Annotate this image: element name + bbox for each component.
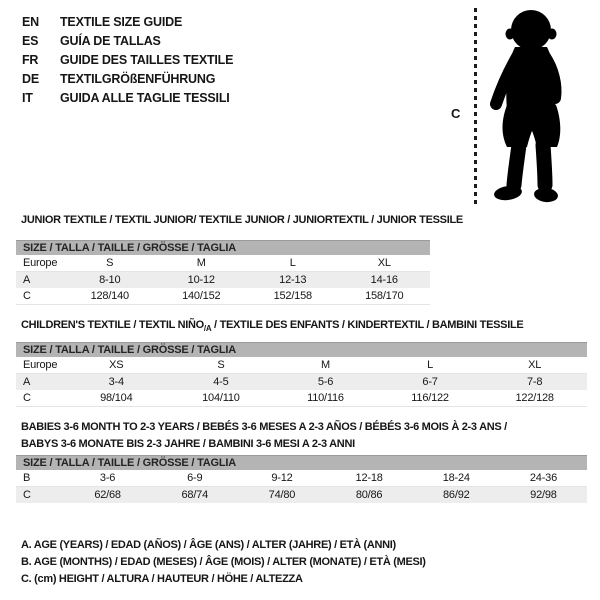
table-cell: M: [321, 358, 330, 371]
row-label: C: [23, 488, 31, 501]
table-cell: 6-9: [187, 471, 203, 484]
table-cell: 158/170: [365, 289, 404, 302]
size-header-bar: SIZE / TALLA / TAILLE / GRÖSSE / TAGLIA: [16, 342, 587, 357]
table-row-height: [16, 390, 587, 407]
table-cell: 140/152: [182, 289, 221, 302]
table-cell: 110/116: [307, 391, 344, 404]
babies-size-table: [16, 455, 587, 503]
table-cell: XL: [377, 256, 391, 269]
language-code: DE: [22, 71, 39, 86]
table-cell: 62/68: [94, 488, 121, 501]
table-cell: L: [289, 256, 296, 269]
language-code: FR: [22, 52, 39, 67]
language-code: IT: [22, 90, 33, 105]
language-row-en: [22, 12, 233, 31]
table-row-height: [16, 288, 430, 305]
table-cell: 18-24: [442, 471, 470, 484]
language-title: GUIDA ALLE TAGLIE TESSILI: [60, 90, 230, 105]
babies-title-line1: BABIES 3-6 MONTH TO 2-3 YEARS / BEBÉS 3-6 MESES A 2-3 AÑOS / BÉBÉS 3-6 MOIS À 2-3 ANS /: [21, 421, 507, 433]
row-label: Europe: [23, 358, 58, 371]
language-row-fr: [22, 50, 233, 69]
children-size-table: [16, 342, 587, 407]
table-cell: 80/86: [355, 488, 383, 501]
legend-line-c: C. (cm) HEIGHT / ALTURA / HAUTEUR / HÖHE / ALTEZZA: [21, 573, 303, 585]
table-cell: 10-12: [187, 273, 215, 286]
table-cell: 116/122: [411, 391, 449, 404]
table-cell: 14-16: [370, 273, 398, 286]
table-row-age: [16, 374, 587, 391]
table-cell: XS: [109, 358, 124, 371]
table-cell: 24-36: [529, 471, 558, 484]
language-title-block: [22, 12, 233, 107]
language-code: EN: [22, 14, 39, 29]
row-label: A: [23, 273, 31, 286]
table-cell: 12-13: [279, 273, 307, 286]
table-row-height: [16, 487, 587, 504]
table-cell: 68/74: [181, 488, 209, 501]
table-cell: M: [196, 256, 206, 269]
measure-legend: [21, 537, 426, 588]
language-title: GUIDE DES TAILLES TEXTILE: [60, 52, 234, 67]
language-title: GUÍA DE TALLAS: [60, 33, 161, 48]
babies-table-title: [21, 419, 507, 453]
height-measure-label: C: [451, 106, 461, 121]
language-row-es: [22, 31, 233, 50]
language-row-de: [22, 69, 233, 88]
language-title: TEXTILGRÖßENFÜHRUNG: [60, 71, 216, 86]
height-measure-line: [474, 8, 477, 206]
table-cell: 152/158: [273, 289, 312, 302]
language-row-it: [22, 88, 233, 107]
table-row-age-months: [16, 470, 587, 487]
table-cell: 128/140: [90, 289, 129, 302]
table-cell: 6-7: [422, 375, 438, 388]
table-cell: 122/128: [515, 391, 554, 404]
legend-line-b: B. AGE (MONTHS) / EDAD (MESES) / ÂGE (MOIS) / ALTER (MONATE) / ETÀ (MESI): [21, 556, 426, 568]
table-row-age: [16, 272, 430, 289]
row-label: C: [23, 289, 31, 302]
children-title-pre: CHILDREN'S TEXTILE / TEXTIL NIÑO: [21, 319, 204, 331]
legend-line-a: A. AGE (YEARS) / EDAD (AÑOS) / ÂGE (ANS) / ALTER (JAHRE) / ETÀ (ANNI): [21, 539, 396, 551]
table-cell: 3-4: [108, 375, 124, 388]
language-title: TEXTILE SIZE GUIDE: [60, 14, 183, 29]
table-cell: S: [217, 358, 225, 371]
children-title-post: / TEXTILE DES ENFANTS / KINDERTEXTIL / BAMBINI TESSILE: [211, 319, 524, 331]
children-table-title: [21, 319, 523, 333]
table-cell: 3-6: [99, 471, 116, 484]
children-title-sub: /A: [203, 324, 212, 334]
table-cell: 92/98: [530, 488, 557, 501]
table-cell: 12-18: [355, 471, 383, 484]
table-cell: 9-12: [271, 471, 293, 484]
junior-table-title: JUNIOR TEXTILE / TEXTIL JUNIOR/ TEXTILE JUNIOR / JUNIORTEXTIL / JUNIOR TESSILE: [21, 214, 463, 226]
table-cell: 98/104: [100, 391, 133, 404]
babies-title-line2: BABYS 3-6 MONATE BIS 2-3 JAHRE / BAMBINI 3-6 MESI A 2-3 ANNI: [21, 438, 355, 450]
row-label: A: [23, 375, 31, 388]
language-code: ES: [22, 33, 39, 48]
row-label: C: [23, 391, 31, 404]
row-label: Europe: [23, 256, 58, 269]
table-cell: 4-5: [213, 375, 229, 388]
table-cell: 104/110: [202, 391, 240, 404]
table-cell: 5-6: [317, 375, 334, 388]
baby-silhouette-icon: [481, 5, 576, 207]
table-row-europe: [16, 357, 587, 374]
table-row-europe: [16, 255, 430, 272]
table-cell: L: [427, 358, 434, 371]
table-cell: 74/80: [268, 488, 296, 501]
table-cell: S: [106, 256, 114, 269]
junior-size-table: [16, 240, 430, 305]
size-header-bar: SIZE / TALLA / TAILLE / GRÖSSE / TAGLIA: [16, 240, 430, 255]
table-cell: 7-8: [527, 375, 543, 388]
size-header-bar: SIZE / TALLA / TAILLE / GRÖSSE / TAGLIA: [16, 455, 587, 470]
row-label: B: [23, 471, 31, 484]
table-cell: XL: [528, 358, 542, 371]
table-cell: 8-10: [99, 273, 121, 286]
table-cell: 86/92: [443, 488, 470, 501]
